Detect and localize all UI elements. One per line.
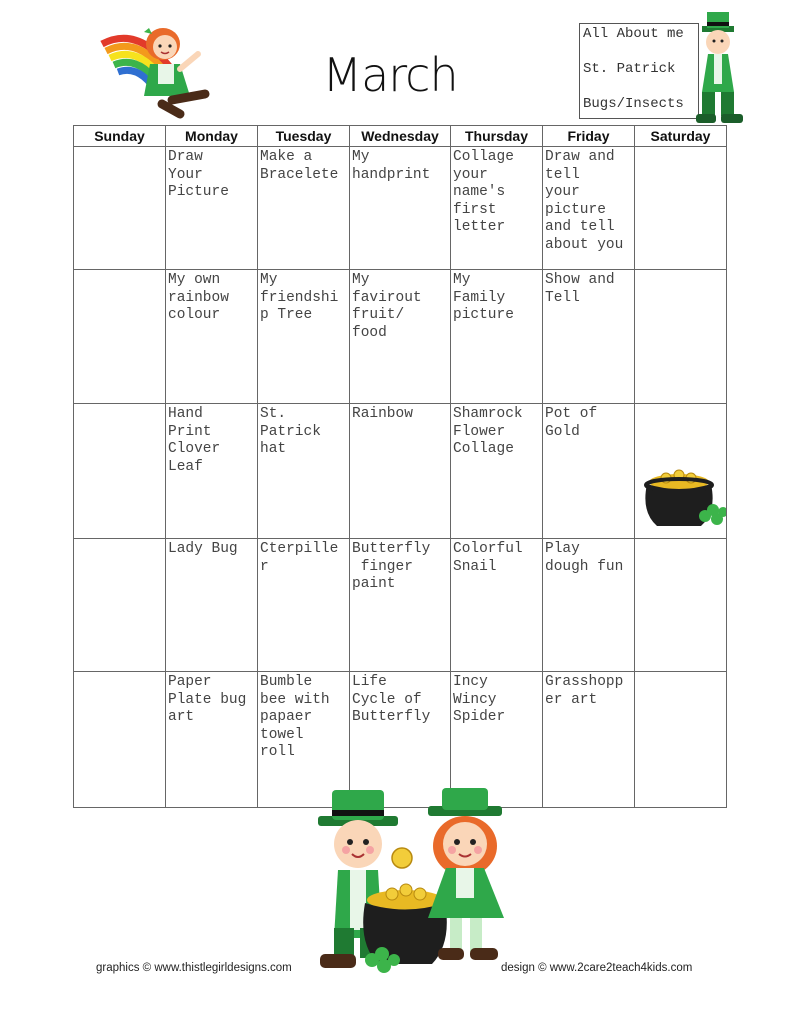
rainbow-leprechaun-girl-clipart — [100, 14, 222, 126]
day-cell: St. Patrick hat — [258, 404, 350, 539]
day-header: Saturday — [635, 126, 727, 147]
week-row — [74, 404, 727, 539]
day-cell: Shamrock Flower Collage — [451, 404, 543, 539]
day-cell — [635, 672, 727, 808]
day-cell — [74, 270, 166, 404]
day-cell — [635, 147, 727, 270]
theme-label: All About me — [583, 26, 684, 42]
day-cell: Draw Your Picture — [166, 147, 258, 270]
day-cell: Colorful Snail — [451, 539, 543, 672]
day-cell: Bumble bee with papaer towel roll — [258, 672, 350, 808]
day-cell: My friendshi p Tree — [258, 270, 350, 404]
day-cell: Incy Wincy Spider — [451, 672, 543, 808]
day-header: Wednesday — [350, 126, 451, 147]
day-header: Thursday — [451, 126, 543, 147]
themes-box — [579, 23, 699, 119]
footer-graphics-credit: graphics © www.thistlegirldesigns.com — [96, 962, 292, 974]
day-cell: Pot of Gold — [543, 404, 635, 539]
day-cell — [74, 672, 166, 808]
day-cell: Show and Tell — [543, 270, 635, 404]
day-cell: My favirout fruit/ food — [350, 270, 451, 404]
day-cell: Cterpille r — [258, 539, 350, 672]
calendar-table — [73, 125, 727, 808]
day-cell — [74, 404, 166, 539]
day-cell: My handprint — [350, 147, 451, 270]
pot-of-gold-clipart — [641, 464, 727, 536]
week-row — [74, 539, 727, 672]
week-row — [74, 270, 727, 404]
day-cell: Butterfly finger paint — [350, 539, 451, 672]
day-cell — [635, 404, 727, 539]
day-cell — [74, 539, 166, 672]
footer-design-credit: design © www.2care2teach4kids.com — [501, 962, 693, 974]
day-cell: Rainbow — [350, 404, 451, 539]
day-cell: Collage your name's first letter — [451, 147, 543, 270]
day-header: Friday — [543, 126, 635, 147]
leprechaun-boy-clipart — [690, 12, 750, 130]
day-cell: Make a Bracelete — [258, 147, 350, 270]
day-header-row — [74, 126, 727, 147]
week-row — [74, 147, 727, 270]
day-cell — [635, 539, 727, 672]
day-cell: Grasshopp er art — [543, 672, 635, 808]
page-title: March — [322, 48, 458, 102]
day-header: Monday — [166, 126, 258, 147]
day-cell: Play dough fun — [543, 539, 635, 672]
day-cell: My own rainbow colour — [166, 270, 258, 404]
day-header: Sunday — [74, 126, 166, 147]
day-cell — [635, 270, 727, 404]
day-cell: My Family picture — [451, 270, 543, 404]
theme-label: Bugs/Insects — [583, 96, 684, 112]
day-cell: Hand Print Clover Leaf — [166, 404, 258, 539]
leprechaun-couple-clipart — [310, 788, 520, 978]
theme-label: St. Patrick — [583, 61, 676, 77]
day-cell: Paper Plate bug art — [166, 672, 258, 808]
day-cell: Life Cycle of Butterfly — [350, 672, 451, 808]
day-cell: Lady Bug — [166, 539, 258, 672]
day-cell — [74, 147, 166, 270]
day-cell: Draw and tell your picture and tell about you — [543, 147, 635, 270]
day-header: Tuesday — [258, 126, 350, 147]
